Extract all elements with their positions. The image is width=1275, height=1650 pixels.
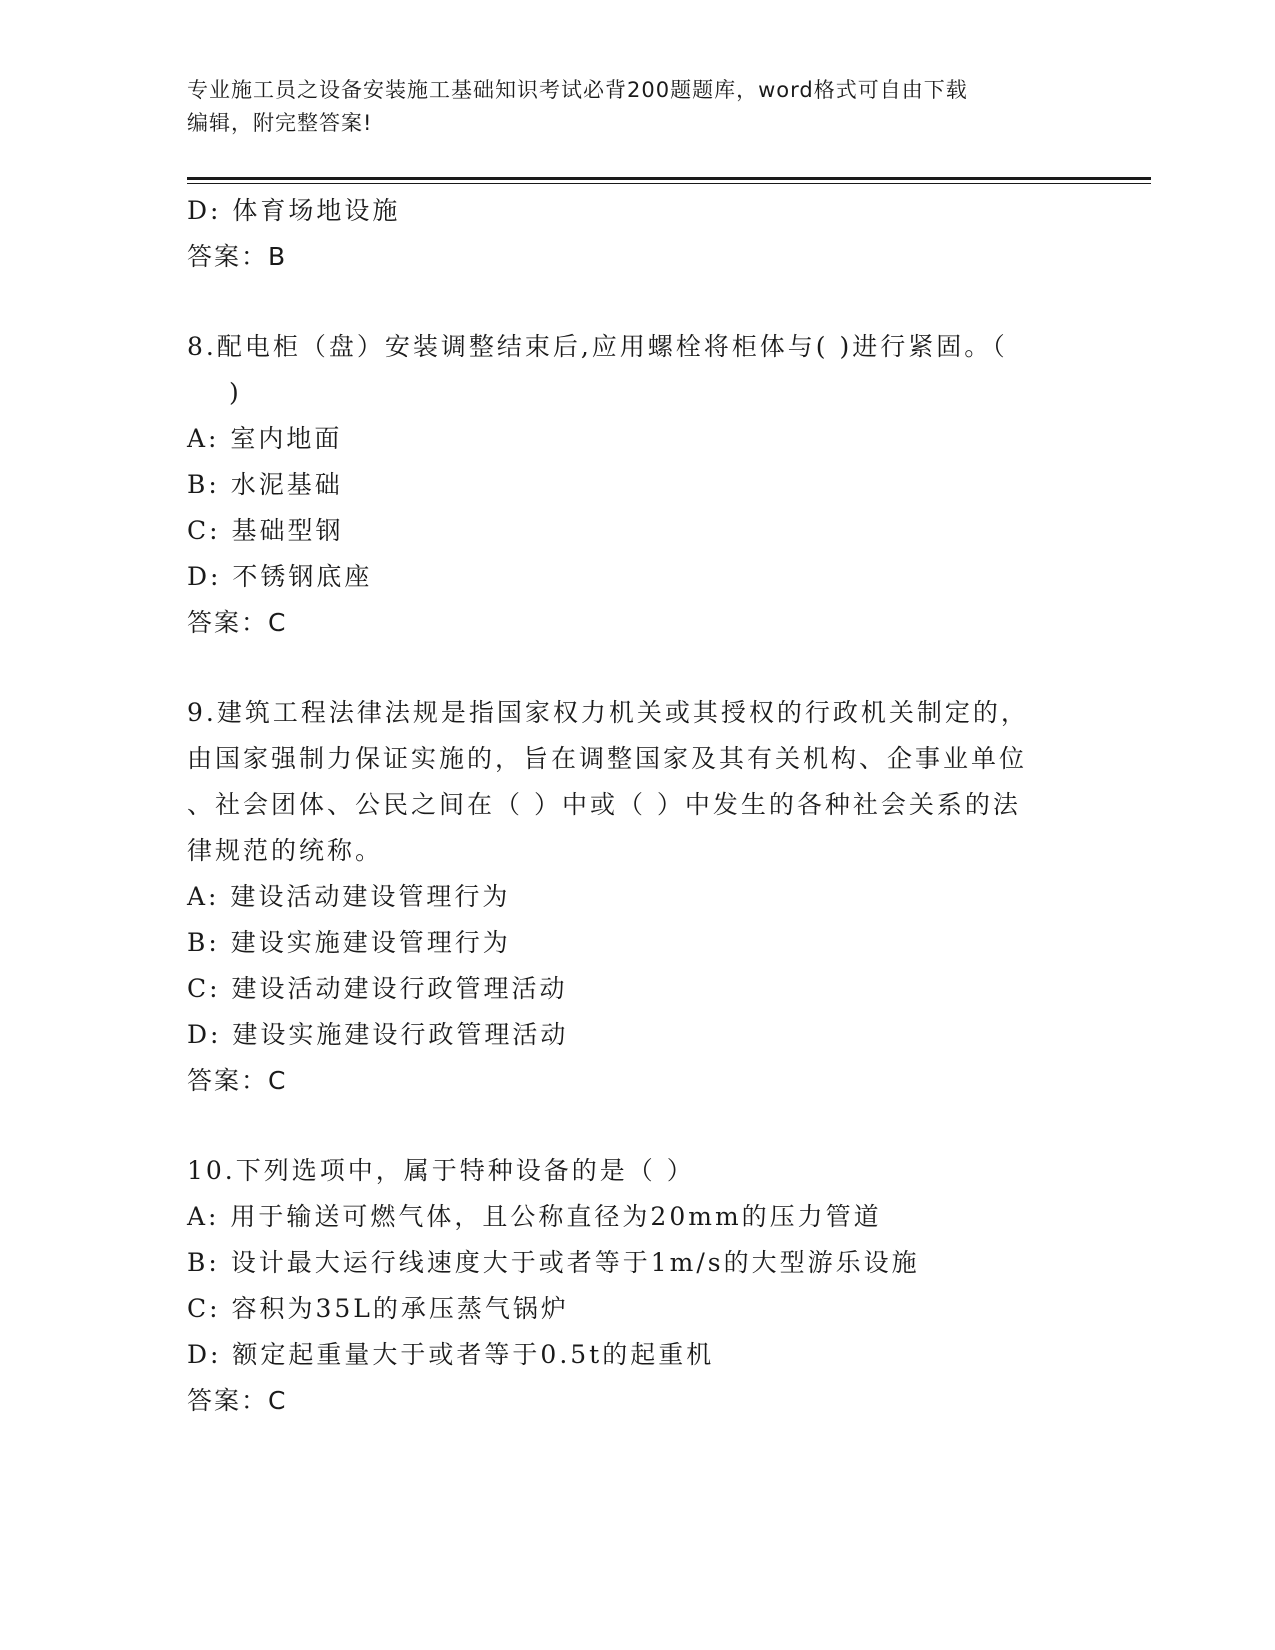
question-8 [187, 324, 1067, 646]
answer-line: 答案：B [187, 242, 288, 271]
document-body [187, 188, 1067, 1424]
option-b: B: 设计最大运行线速度大于或者等于1m/s的大型游乐设施 [187, 1248, 920, 1277]
option-a: A: 用于输送可燃气体，且公称直径为20mm的压力管道 [187, 1202, 882, 1231]
option-c: C: 建设活动建设行政管理活动 [187, 974, 568, 1003]
answer-line: 答案：C [187, 1066, 288, 1095]
option-d: D: 额定起重量大于或者等于0.5t的起重机 [187, 1340, 715, 1369]
answer-line: 答案：C [187, 1386, 288, 1415]
option-b: B: 水泥基础 [187, 470, 343, 499]
spacer [187, 646, 1067, 690]
option-d: D: 建设实施建设行政管理活动 [187, 1020, 569, 1049]
question-9 [187, 690, 1067, 1104]
option-d: D: 体育场地设施 [187, 196, 401, 225]
spacer [187, 280, 1067, 324]
answer-line: 答案：C [187, 608, 288, 637]
question-text-line-2: ) [229, 378, 242, 407]
header-line-2: 编辑，附完整答案! [187, 111, 373, 135]
question-text-line-1: 9.建筑工程法律法规是指国家权力机关或其授权的行政机关制定的， [187, 698, 1029, 727]
question-10 [187, 1148, 1067, 1424]
previous-question-tail [187, 188, 1067, 280]
option-c: C: 容积为35L的承压蒸气锅炉 [187, 1294, 569, 1323]
spacer [187, 1104, 1067, 1148]
option-a: A: 室内地面 [187, 424, 343, 453]
question-text-line-1: 8.配电柜（盘）安装调整结束后,应用螺栓将柜体与( )进行紧固。（ [187, 332, 1008, 361]
question-text-line-1: 10.下列选项中，属于特种设备的是（ ） [187, 1156, 695, 1185]
header-divider-thick [187, 177, 1151, 180]
option-b: B: 建设实施建设管理行为 [187, 928, 511, 957]
question-text-line-4: 律规范的统称。 [187, 836, 384, 865]
option-a: A: 建设活动建设管理行为 [187, 882, 511, 911]
document-header [187, 74, 1067, 140]
option-c: C: 基础型钢 [187, 516, 344, 545]
header-line-1: 专业施工员之设备安装施工基础知识考试必背200题题库，word格式可自由下载 [187, 78, 968, 102]
header-divider-thin [187, 183, 1151, 184]
question-text-line-2: 由国家强制力保证实施的，旨在调整国家及其有关机构、企事业单位 [187, 744, 1028, 773]
option-d: D: 不锈钢底座 [187, 562, 373, 591]
question-text-line-3: 、社会团体、公民之间在（ ）中或（ ）中发生的各种社会关系的法 [187, 790, 1021, 819]
